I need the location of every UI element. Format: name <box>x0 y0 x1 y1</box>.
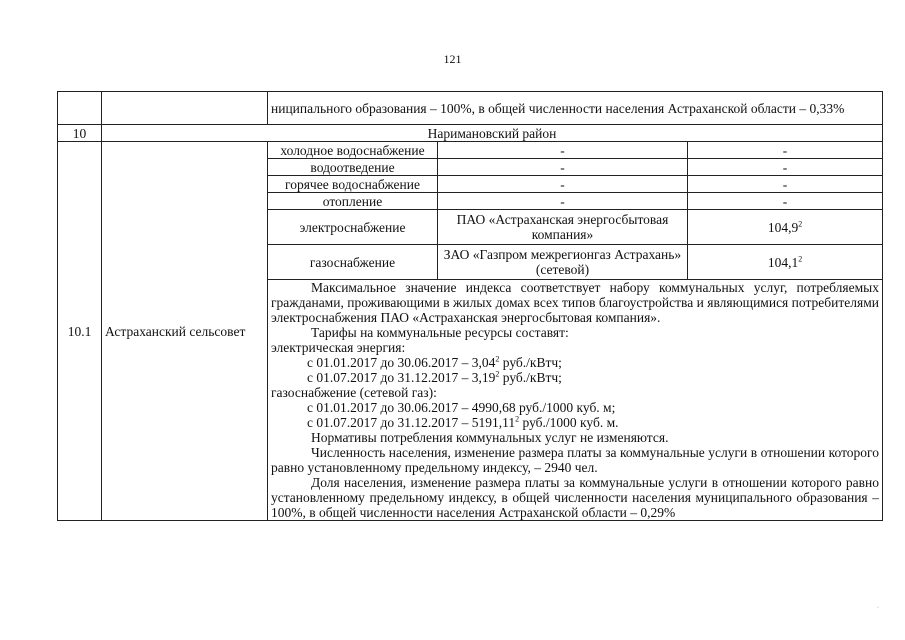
footnote-mark: 2 <box>495 369 500 379</box>
service-index: - <box>688 159 883 176</box>
service-index: - <box>688 193 883 210</box>
service-supplier: - <box>438 176 688 193</box>
service-name: отопление <box>268 193 438 210</box>
service-name: водоотведение <box>268 159 438 176</box>
service-name: горячее водоснабжение <box>268 176 438 193</box>
district-name: Наримановский район <box>102 125 883 142</box>
tariff-text: с 01.07.2017 до 31.12.2017 – 3,19 <box>307 370 496 385</box>
service-supplier: - <box>438 193 688 210</box>
index-value: 104,9 <box>767 219 799 235</box>
district-num: 10 <box>58 125 102 142</box>
tariff-line <box>271 415 879 430</box>
entry-name: Астраханский сельсовет <box>102 142 268 521</box>
tariff-unit: руб./кВтч; <box>499 355 562 370</box>
desc-paragraph: Нормативы потребления коммунальных услуг не изменяются. <box>311 430 669 445</box>
service-supplier: ЗАО «Газпром межрегионгаз Астрахань» (сетевой) <box>438 245 688 280</box>
service-supplier: - <box>438 142 688 159</box>
continued-row <box>58 92 883 125</box>
tariff-line: с 01.01.2017 до 30.06.2017 – 4990,68 руб./1000 куб. м; <box>307 400 616 415</box>
service-row <box>58 142 883 159</box>
continued-text: ниципального образования – 100%, в общей численности населения Астраханской области – 0,33% <box>268 92 883 125</box>
desc-paragraph: Максимальное значение индекса соответствует набору коммунальных услуг, потребляемых гражданами, проживающими в жилых домах всех типов благоустройства и являющимися потребителями электроснабжения ПАО «Астраханская энергосбытовая компания». <box>271 280 879 325</box>
service-supplier: - <box>438 159 688 176</box>
continued-num-cell <box>58 92 102 125</box>
service-index: - <box>688 142 883 159</box>
desc-paragraph: Доля населения, изменение размера платы за коммунальные услуги в отношении которого равно установленному предельному индексу, в общей численности населения муниципального образования – 100%, в общей численности населения Астраханской области – 0,29% <box>271 475 879 520</box>
desc-paragraph: электрическая энергия: <box>271 340 406 355</box>
service-index <box>688 210 883 245</box>
tariff-line <box>271 370 879 385</box>
desc-paragraph: Численность населения, изменение размера платы за коммунальные услуги в отношении которого равно установленному предельному индексу, – 2940 чел. <box>271 445 879 475</box>
footnote-mark: 2 <box>515 414 520 424</box>
service-name: газоснабжение <box>268 245 438 280</box>
service-index: - <box>688 176 883 193</box>
desc-paragraph: газоснабжение (сетевой газ): <box>271 385 437 400</box>
service-supplier: ПАО «Астраханская энергосбытовая компания» <box>438 210 688 245</box>
tariff-text: с 01.01.2017 до 30.06.2017 – 3,04 <box>307 355 496 370</box>
tariff-table <box>57 91 883 521</box>
tariff-unit: руб./кВтч; <box>499 370 562 385</box>
desc-paragraph: Тарифы на коммунальные ресурсы составят: <box>311 325 569 340</box>
service-index <box>688 245 883 280</box>
continued-name-cell <box>102 92 268 125</box>
footnote-mark: 2 <box>495 354 500 364</box>
tariff-text: с 01.07.2017 до 31.12.2017 – 5191,11 <box>307 415 516 430</box>
footnote-mark: 2 <box>798 219 803 228</box>
index-value: 104,1 <box>767 254 799 270</box>
service-name: холодное водоснабжение <box>268 142 438 159</box>
entry-num: 10.1 <box>58 142 102 521</box>
district-row <box>58 125 883 142</box>
page-number: 121 <box>443 52 462 66</box>
description-cell <box>268 280 883 521</box>
tariff-unit: руб./1000 куб. м. <box>519 415 619 430</box>
service-name: электроснабжение <box>268 210 438 245</box>
footnote-mark: 2 <box>798 254 803 263</box>
tariff-line <box>271 355 879 370</box>
